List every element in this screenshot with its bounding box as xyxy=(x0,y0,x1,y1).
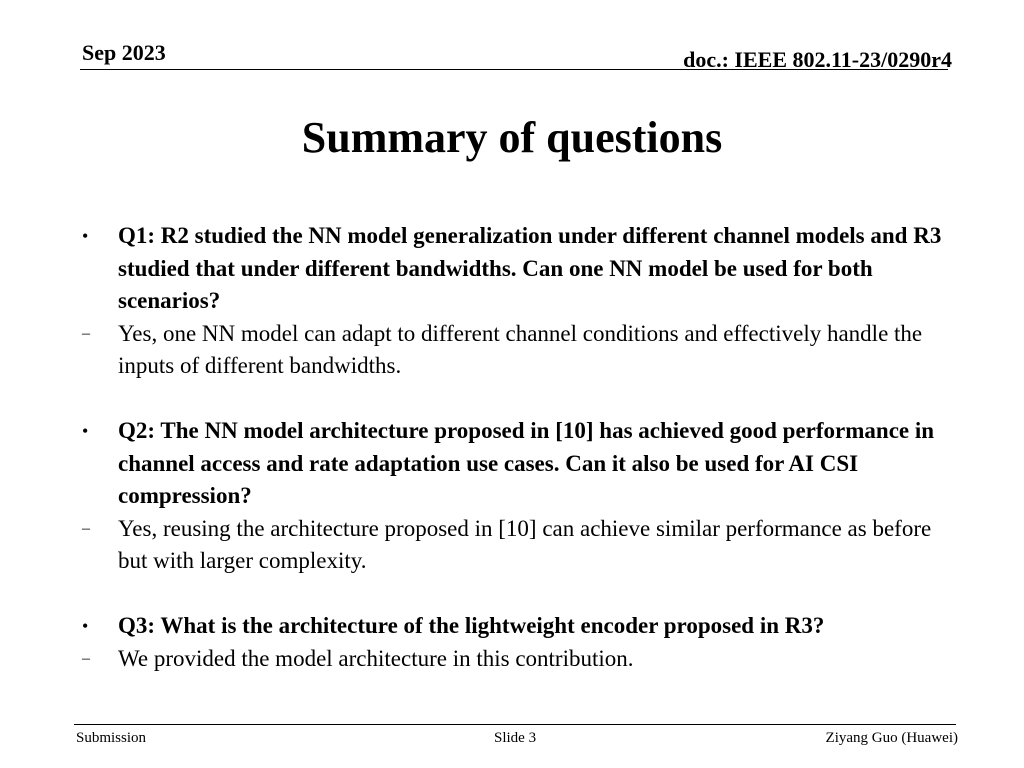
question-block-3 xyxy=(74,610,954,675)
footer-divider xyxy=(74,724,956,725)
footer-slide-number: Slide 3 xyxy=(494,730,537,746)
answer-text: Yes, one NN model can adapt to different channel conditions and effectively handle the inputs of different bandwidths. xyxy=(118,320,923,378)
question-block-1 xyxy=(74,220,954,383)
slide-title: Summary of questions xyxy=(301,113,723,162)
header-date: Sep 2023 xyxy=(82,40,166,65)
question-item xyxy=(74,220,954,318)
answer-item xyxy=(74,643,954,676)
dash-icon: – xyxy=(82,519,90,537)
answer-text: We provided the model architecture in this contribution. xyxy=(118,645,634,671)
answer-item xyxy=(74,318,954,383)
answer-item xyxy=(74,513,954,578)
footer-submission: Submission xyxy=(76,730,147,746)
question-block-2 xyxy=(74,415,954,578)
question-item xyxy=(74,415,954,513)
question-text: Q3: What is the architecture of the lightweight encoder proposed in R3? xyxy=(118,613,825,638)
question-text: Q2: The NN model architecture proposed in [10] has achieved good performance in channel access and rate adaptation use cases. Can it also be used for AI CSI compression? xyxy=(118,418,935,508)
bullet-icon: • xyxy=(82,421,89,441)
header-doc-id: doc.: IEEE 802.11-23/0290r4 xyxy=(683,47,952,72)
question-text: Q1: R2 studied the NN model generalization under different channel models and R3 studied that under different bandwidths. Can one NN model be used for both scenarios? xyxy=(118,223,942,313)
answer-text: Yes, reusing the architecture proposed in [10] can achieve similar performance as before but with larger complexity. xyxy=(118,515,932,573)
dash-icon: – xyxy=(82,324,90,342)
bullet-icon: • xyxy=(82,226,89,246)
slide-content xyxy=(74,220,954,708)
footer-author: Ziyang Guo (Huawei) xyxy=(825,730,958,746)
header-divider xyxy=(80,69,948,70)
bullet-icon: • xyxy=(82,616,89,636)
question-item xyxy=(74,610,954,643)
dash-icon: – xyxy=(82,649,90,667)
